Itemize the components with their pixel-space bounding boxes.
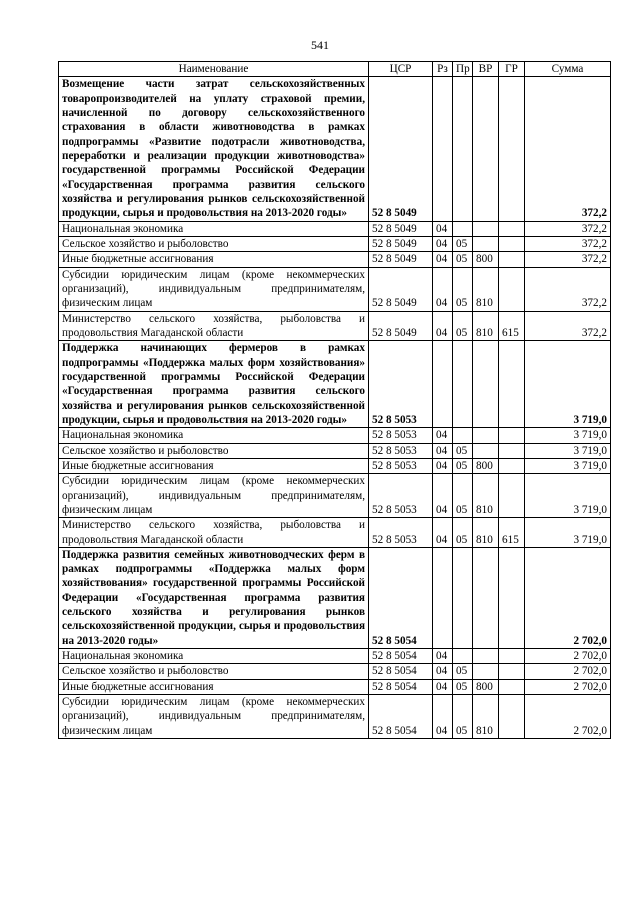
cell-vr bbox=[473, 443, 499, 458]
cell-csr: 52 8 5053 bbox=[369, 341, 433, 428]
cell-pr: 05 bbox=[453, 252, 473, 267]
cell-vr bbox=[473, 236, 499, 251]
table-row bbox=[59, 649, 611, 664]
cell-rz: 04 bbox=[433, 221, 453, 236]
cell-rz: 04 bbox=[433, 474, 453, 518]
cell-csr: 52 8 5053 bbox=[369, 443, 433, 458]
cell-pr bbox=[453, 428, 473, 443]
cell-gr: 615 bbox=[499, 311, 525, 341]
cell-name: Иные бюджетные ассигнования bbox=[59, 458, 369, 473]
table-row bbox=[59, 221, 611, 236]
cell-gr bbox=[499, 77, 525, 221]
cell-name: Национальная экономика bbox=[59, 649, 369, 664]
cell-rz: 04 bbox=[433, 649, 453, 664]
cell-pr: 05 bbox=[453, 474, 473, 518]
cell-sum: 2 702,0 bbox=[525, 664, 611, 679]
table-row bbox=[59, 518, 611, 548]
cell-csr: 52 8 5053 bbox=[369, 458, 433, 473]
cell-sum: 372,2 bbox=[525, 221, 611, 236]
cell-vr: 810 bbox=[473, 267, 499, 311]
cell-name: Поддержка развития семейных животноводческих ферм в рамках подпрограммы «Поддержка малых форм хозяйствования» государственной программы Российской Федерации «Государственная программа развития сельского хозяйства и регулирования рынков сельскохозяйственной продукции, сырья и продовольствия на 2013-2020 годы» bbox=[59, 547, 369, 648]
cell-vr: 810 bbox=[473, 518, 499, 548]
table-row bbox=[59, 679, 611, 694]
cell-name: Субсидии юридическим лицам (кроме некоммерческих организаций), индивидуальным предпринимателям, физическим лицам bbox=[59, 474, 369, 518]
cell-name: Иные бюджетные ассигнования bbox=[59, 679, 369, 694]
cell-pr: 05 bbox=[453, 311, 473, 341]
cell-gr bbox=[499, 428, 525, 443]
table-row bbox=[59, 695, 611, 739]
cell-gr bbox=[499, 221, 525, 236]
header-name: Наименование bbox=[59, 62, 369, 77]
cell-csr: 52 8 5054 bbox=[369, 649, 433, 664]
header-sum: Сумма bbox=[525, 62, 611, 77]
cell-csr: 52 8 5054 bbox=[369, 679, 433, 694]
cell-rz bbox=[433, 547, 453, 648]
cell-sum: 3 719,0 bbox=[525, 428, 611, 443]
cell-gr bbox=[499, 458, 525, 473]
table-row bbox=[59, 664, 611, 679]
cell-csr: 52 8 5049 bbox=[369, 236, 433, 251]
cell-pr: 05 bbox=[453, 236, 473, 251]
cell-name: Сельское хозяйство и рыболовство bbox=[59, 236, 369, 251]
cell-vr: 810 bbox=[473, 695, 499, 739]
cell-sum: 3 719,0 bbox=[525, 474, 611, 518]
cell-sum: 372,2 bbox=[525, 311, 611, 341]
cell-pr bbox=[453, 341, 473, 428]
header-pr: Пр bbox=[453, 62, 473, 77]
cell-vr: 810 bbox=[473, 474, 499, 518]
cell-gr bbox=[499, 267, 525, 311]
header-row bbox=[59, 62, 611, 77]
cell-vr bbox=[473, 221, 499, 236]
cell-sum: 2 702,0 bbox=[525, 649, 611, 664]
cell-csr: 52 8 5049 bbox=[369, 252, 433, 267]
cell-gr bbox=[499, 236, 525, 251]
cell-rz bbox=[433, 341, 453, 428]
cell-rz bbox=[433, 77, 453, 221]
cell-rz: 04 bbox=[433, 458, 453, 473]
cell-vr: 800 bbox=[473, 458, 499, 473]
cell-csr: 52 8 5053 bbox=[369, 428, 433, 443]
cell-vr: 800 bbox=[473, 252, 499, 267]
cell-vr bbox=[473, 428, 499, 443]
cell-sum: 2 702,0 bbox=[525, 679, 611, 694]
cell-rz: 04 bbox=[433, 236, 453, 251]
cell-csr: 52 8 5053 bbox=[369, 474, 433, 518]
table-row bbox=[59, 341, 611, 428]
table-row bbox=[59, 236, 611, 251]
cell-name: Национальная экономика bbox=[59, 221, 369, 236]
cell-name: Министерство сельского хозяйства, рыболовства и продовольствия Магаданской области bbox=[59, 311, 369, 341]
cell-csr: 52 8 5049 bbox=[369, 77, 433, 221]
cell-gr bbox=[499, 474, 525, 518]
cell-csr: 52 8 5054 bbox=[369, 547, 433, 648]
cell-sum: 372,2 bbox=[525, 252, 611, 267]
cell-pr: 05 bbox=[453, 695, 473, 739]
table-row bbox=[59, 252, 611, 267]
cell-sum: 372,2 bbox=[525, 236, 611, 251]
table-row bbox=[59, 443, 611, 458]
cell-sum: 3 719,0 bbox=[525, 518, 611, 548]
cell-name: Иные бюджетные ассигнования bbox=[59, 252, 369, 267]
cell-gr: 615 bbox=[499, 518, 525, 548]
cell-sum: 3 719,0 bbox=[525, 341, 611, 428]
cell-name: Возмещение части затрат сельскохозяйственных товаропроизводителей на уплату страховой премии, начисленной по договору сельскохозяйственного страхования в области животноводства в рамках подпрограммы «Развитие подотрасли животноводства, переработки и реализации продукции животноводства» государственной программы Российской Федерации «Государственная программа развития сельского хозяйства и регулирования рынков сельскохозяйственной продукции, сырья и продовольствия на 2013-2020 годы» bbox=[59, 77, 369, 221]
table-row bbox=[59, 547, 611, 648]
cell-rz: 04 bbox=[433, 664, 453, 679]
table-row bbox=[59, 474, 611, 518]
table-row bbox=[59, 267, 611, 311]
cell-vr bbox=[473, 664, 499, 679]
cell-vr bbox=[473, 649, 499, 664]
cell-pr: 05 bbox=[453, 664, 473, 679]
cell-vr bbox=[473, 77, 499, 221]
cell-sum: 2 702,0 bbox=[525, 695, 611, 739]
cell-sum: 372,2 bbox=[525, 77, 611, 221]
cell-csr: 52 8 5049 bbox=[369, 311, 433, 341]
cell-rz: 04 bbox=[433, 518, 453, 548]
cell-csr: 52 8 5054 bbox=[369, 695, 433, 739]
cell-sum: 372,2 bbox=[525, 267, 611, 311]
cell-name: Национальная экономика bbox=[59, 428, 369, 443]
cell-sum: 2 702,0 bbox=[525, 547, 611, 648]
cell-pr bbox=[453, 221, 473, 236]
cell-gr bbox=[499, 649, 525, 664]
cell-name: Субсидии юридическим лицам (кроме некоммерческих организаций), индивидуальным предпринимателям, физическим лицам bbox=[59, 267, 369, 311]
cell-pr: 05 bbox=[453, 458, 473, 473]
cell-rz: 04 bbox=[433, 311, 453, 341]
cell-vr bbox=[473, 341, 499, 428]
table-row bbox=[59, 77, 611, 221]
cell-gr bbox=[499, 679, 525, 694]
cell-gr bbox=[499, 547, 525, 648]
cell-rz: 04 bbox=[433, 428, 453, 443]
cell-rz: 04 bbox=[433, 695, 453, 739]
cell-pr bbox=[453, 649, 473, 664]
header-gr: ГР bbox=[499, 62, 525, 77]
cell-gr bbox=[499, 664, 525, 679]
cell-sum: 3 719,0 bbox=[525, 443, 611, 458]
header-vr: ВР bbox=[473, 62, 499, 77]
cell-pr: 05 bbox=[453, 679, 473, 694]
table-row bbox=[59, 311, 611, 341]
cell-sum: 3 719,0 bbox=[525, 458, 611, 473]
cell-pr: 05 bbox=[453, 443, 473, 458]
cell-csr: 52 8 5053 bbox=[369, 518, 433, 548]
header-rz: Рз bbox=[433, 62, 453, 77]
budget-table bbox=[58, 61, 611, 739]
cell-csr: 52 8 5049 bbox=[369, 221, 433, 236]
cell-name: Поддержка начинающих фермеров в рамках подпрограммы «Поддержка малых форм хозяйствования» государственной программы Российской Федерации «Государственная программа развития сельского хозяйства и регулирования рынков сельскохозяйственной продукции, сырья и продовольствия на 2013-2020 годы» bbox=[59, 341, 369, 428]
cell-rz: 04 bbox=[433, 679, 453, 694]
cell-gr bbox=[499, 695, 525, 739]
cell-rz: 04 bbox=[433, 267, 453, 311]
cell-pr bbox=[453, 77, 473, 221]
cell-gr bbox=[499, 443, 525, 458]
cell-vr: 810 bbox=[473, 311, 499, 341]
cell-name: Министерство сельского хозяйства, рыболовства и продовольствия Магаданской области bbox=[59, 518, 369, 548]
cell-pr bbox=[453, 547, 473, 648]
cell-rz: 04 bbox=[433, 252, 453, 267]
header-csr: ЦСР bbox=[369, 62, 433, 77]
cell-gr bbox=[499, 341, 525, 428]
cell-csr: 52 8 5054 bbox=[369, 664, 433, 679]
cell-vr bbox=[473, 547, 499, 648]
page-number: 541 bbox=[311, 38, 329, 52]
table-row bbox=[59, 428, 611, 443]
cell-name: Сельское хозяйство и рыболовство bbox=[59, 664, 369, 679]
cell-pr: 05 bbox=[453, 518, 473, 548]
cell-csr: 52 8 5049 bbox=[369, 267, 433, 311]
cell-name: Сельское хозяйство и рыболовство bbox=[59, 443, 369, 458]
cell-gr bbox=[499, 252, 525, 267]
cell-name: Субсидии юридическим лицам (кроме некоммерческих организаций), индивидуальным предпринимателям, физическим лицам bbox=[59, 695, 369, 739]
cell-pr: 05 bbox=[453, 267, 473, 311]
cell-vr: 800 bbox=[473, 679, 499, 694]
table-row bbox=[59, 458, 611, 473]
cell-rz: 04 bbox=[433, 443, 453, 458]
